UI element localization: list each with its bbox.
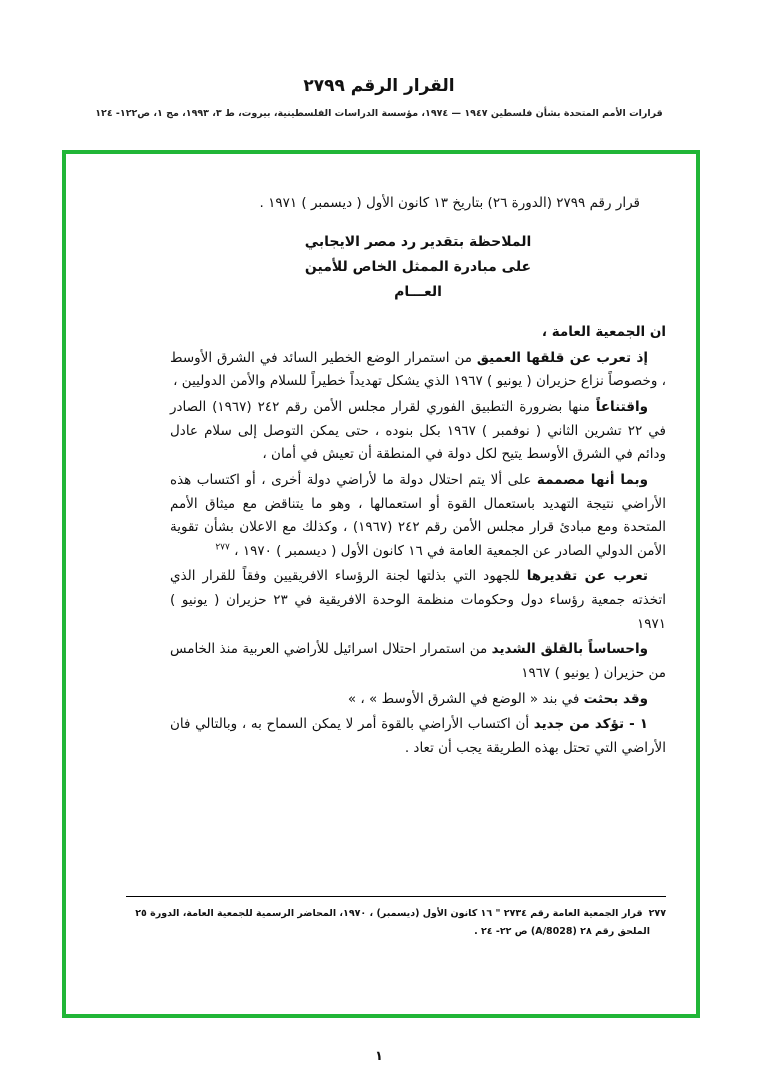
body-paragraph	[170, 565, 666, 636]
body-paragraph	[170, 396, 666, 467]
paragraph-lead: واقتناعاً	[595, 399, 648, 416]
paragraph-lead: ان الجمعية العامة ،	[541, 324, 666, 341]
body-paragraph	[170, 638, 666, 685]
paragraph-text: أن اكتساب الأراضي بالقوة أمر لا يمكن السماح به ، وبالتالي فان الأراضي التي تحتل بهذه الطريقة يجب أن تعاد .	[170, 716, 666, 756]
resolution-intro: قرار رقم ٢٧٩٩ (الدورة ٢٦) بتاريخ ١٣ كانون الأول ( ديسمبر ) ١٩٧١ .	[259, 195, 640, 211]
paragraph-lead: إذ تعرب عن قلقها العميق	[476, 349, 648, 366]
source-citation: قرارات الأمم المتحدة بشأن فلسطين ١٩٤٧ — ١٩٧٤، مؤسسة الدراسات الفلسطينية، بيروت، ط ٣، ١٩٩٣، مج ١، ص١٢٢- ١٢٤	[95, 108, 663, 119]
paragraph-text: من استمرار احتلال اسرائيل للأراضي العربية منذ الخامس من حزيران ( يونيو ) ١٩٦٧	[170, 641, 666, 681]
paragraph-lead: ١ - تؤكد من جديد	[533, 716, 648, 733]
paragraph-text: في بند « الوضع في الشرق الأوسط » ، »	[347, 690, 584, 707]
body-paragraph	[170, 469, 666, 564]
page-number: ١	[375, 1049, 383, 1064]
heading-line-2: على مبادرة الممثل الخاص للأمين	[304, 258, 532, 275]
footnote-marker: ٢٧٧	[648, 908, 666, 919]
body-paragraph	[170, 321, 666, 345]
paragraph-text: من استمرار الوضع الخطير السائد في الشرق الأوسط ، وخصوصاً نزاع حزيران ( يونيو ) ١٩٦٧ الذي يشكل تهديداً خطيراً للسلام والأمن الدوليين ،	[170, 349, 666, 390]
document-title: القرار الرقم ٢٧٩٩	[303, 76, 455, 96]
body-paragraph	[170, 688, 666, 712]
paragraph-lead: واحساساً بالقلق الشديد	[491, 641, 648, 658]
footnote-reference: ٢٧٧	[215, 542, 230, 553]
footnote-text-line2: الملحق رقم ٢٨ (A/8028) ص ٢٢- ٢٤ .	[474, 926, 650, 938]
page-header	[0, 76, 758, 119]
body-paragraph	[170, 347, 666, 394]
heading-line-1: الملاحظة بتقدير رد مصر الايجابي	[304, 233, 532, 250]
paragraph-lead: تعرب عن تقديرها	[526, 568, 648, 585]
body-paragraph	[170, 713, 666, 760]
paragraph-text: للجهود التي بذلتها لجنة الرؤساء الافريقيين وفقاً للقرار الذي اتخذته جمعية رؤساء دول وحكومات منظمة الوحدة الافريقية في ٢٣ حزيران ( يونيو ) ١٩٧١	[170, 568, 666, 632]
heading-line-3: العـــام	[394, 284, 442, 300]
paragraph-lead: وبما أنها مصممة	[536, 471, 648, 488]
paragraph-lead: وقد بحثت	[583, 690, 648, 707]
paragraph-text: على ألا يتم احتلال دولة ما لأراضي دولة أخرى ، أو اكتساب هذه الأراضي نتيجة التهديد باستعمال القوة أو استعمالها ، وهو ما يتناقض مع ميثاق الأمم المتحدة ومع مبادئ قرار مجلس الأمن رقم ٢٤٢ (١٩٦٧) ، وكذلك مع الاعلان بشأن تقوية الأمن الدولي الصادر عن الجمعية العامة في ١٦ كانون الأول ( ديسمبر ) ١٩٧٠ ،	[170, 471, 666, 559]
content-border-box	[62, 150, 700, 1018]
footnote-divider	[126, 896, 666, 897]
footnote-text-line1: قرار الجمعية العامة رقم ٢٧٣٤ " ١٦ كانون الأول (ديسمبر) ، ١٩٧٠، المحاضر الرسمية للجمعية العامة، الدورة ٢٥	[135, 908, 643, 919]
footnote-block	[126, 896, 666, 941]
resolution-heading	[170, 230, 666, 306]
paragraph-text: منها بضرورة التطبيق الفوري لقرار مجلس الأمن رقم ٢٤٢ (١٩٦٧) الصادر في ٢٢ تشرين الثاني ( نوفمبر ) ١٩٦٧ بكل بنوده ، حتى يمكن التوصل إلى سلام عادل ودائم في الشرق الأوسط يتيح لكل دولة في المنطقة أن تعيش في أمان ،	[170, 399, 667, 463]
resolution-body	[170, 192, 666, 762]
